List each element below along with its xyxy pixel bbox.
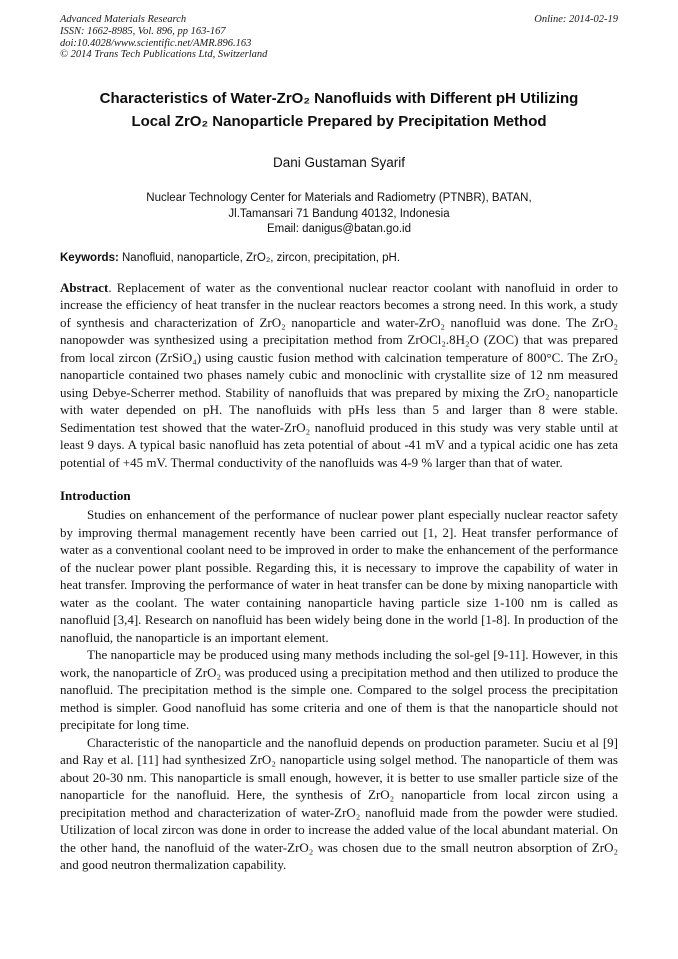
paper-title: [60, 87, 618, 133]
introduction-paragraph-1: Studies on enhancement of the performance of nuclear power plant especially nuclear reactor safety by improving thermal management recently have been carried out [1, 2]. Heat transfer performance of water as a conventional coolant need to be improved in order to make the enhancement of the performance of the nuclear power plant possible. Regarding this, it is necessary to improve the capability of water in heat transfer. Improving the performance of water in heat transfer can be done by mixing nanoparticle with water as the coolant. The water containing nanoparticle having particle size 1-100 nm is called as nanofluid [3,4]. Research on nanofluid has been widely being done in the world [1-8]. In production of the nanofluid, the nanoparticle is an important element.: [60, 507, 618, 645]
journal-header: [60, 14, 618, 61]
online-date: Online: 2014-02-19: [534, 14, 618, 25]
keywords-line: [60, 252, 618, 264]
affiliation-block: [60, 191, 618, 238]
journal-info-block: [60, 14, 267, 61]
keywords-text: Nanofluid, nanoparticle, ZrO₂, zircon, precipitation, pH.: [118, 251, 401, 264]
keywords-label: Keywords:: [60, 251, 119, 264]
affiliation-line1: Nuclear Technology Center for Materials and Radiometry (PTNBR), BATAN,: [146, 192, 532, 205]
journal-copyright-line: © 2014 Trans Tech Publications Ltd, Switzerland: [60, 49, 268, 61]
affiliation-line2: Jl.Tamansari 71 Bandung 40132, Indonesia: [228, 207, 450, 220]
paper-title-line1: Characteristics of Water-ZrO₂ Nanofluids with Different pH Utilizing: [99, 90, 579, 108]
introduction-heading: Introduction: [60, 488, 131, 504]
author-name: Dani Gustaman Syarif: [272, 155, 406, 171]
journal-issn-line: ISSN: 1662-8985, Vol. 896, pp 163-167: [60, 25, 226, 37]
introduction-paragraph-2: The nanoparticle may be produced using many methods including the sol-gel [9-11]. However, in this work, the nanoparticle of ZrO₂ was produced using a precipitation method and then utilized to produce the nanofluid. The precipitation method is the simple one. Compared to the solgel process the precipitation method is simpler. Good nanofluid has some criteria and one of them is that the nanoparticle should not precipitate for long time.: [60, 647, 618, 733]
abstract-text: . Replacement of water as the conventional nuclear reactor coolant with nanofluid in order to increase the efficiency of heat transfer in the nuclear reactors becomes a strong need. In this work, a study of synthesis and characterization of ZrO₂ nanoparticle and water-ZrO₂ nanofluid was done. The ZrO₂ nanopowder was synthesized using a precipitation method from ZrOCl₂.8H₂O (ZOC) that was prepared from local zircon (ZrSiO₄) using caustic fusion method with calcination temperature of 800°C. The ZrO₂ nanoparticle contained two phases namely cubic and monoclinic with crystallite size of 12 nm measured using Debye-Scherrer method. Stability of nanofluids that was prepared by mixing the ZrO₂ nanoparticle with water depended on pH. The nanofluids with pHs less than 5 and larger than 8 were stable. Sedimentation test showed that the water-ZrO₂ nanofluid produced in this study was very stable until at least 9 days. A typical basic nanofluid has zeta potential of about -41 mV and a typical acidic one has zeta potential of +45 mV. Thermal conductivity of the nanofluids was 4-9 % larger than that of water.: [60, 279, 618, 470]
paper-title-line2: Local ZrO₂ Nanoparticle Prepared by Precipitation Method: [131, 113, 547, 131]
journal-name: Advanced Materials Research: [60, 14, 187, 25]
affiliation-email: Email: danigus@batan.go.id: [266, 223, 411, 236]
abstract-paragraph: [60, 279, 618, 472]
introduction-paragraph-3: Characteristic of the nanoparticle and the nanofluid depends on production parameter. Suciu et al [9] and Ray et al. [11] had synthesized ZrO₂ nanoparticle using solgel method. The nanoparticle of them was about 20-30 nm. This nanoparticle is small enough, however, it is better to use smaller particle size of the nanoparticle for the nanofluid. Here, the synthesis of ZrO₂ nanoparticle from local zircon using a precipitation method and characterization of water-ZrO₂ nanofluid made from the powder were studied. Utilization of local zircon was done in order to increase the added value of the local abundant material. On the other hand, the nanofluid of the water-ZrO₂ was chosen due to the small neutron absorption of ZrO₂ and good neutron thermalization capability.: [60, 734, 618, 873]
journal-doi-line: doi:10.4028/www.scientific.net/AMR.896.163: [60, 37, 252, 49]
abstract-label: Abstract: [60, 279, 109, 295]
